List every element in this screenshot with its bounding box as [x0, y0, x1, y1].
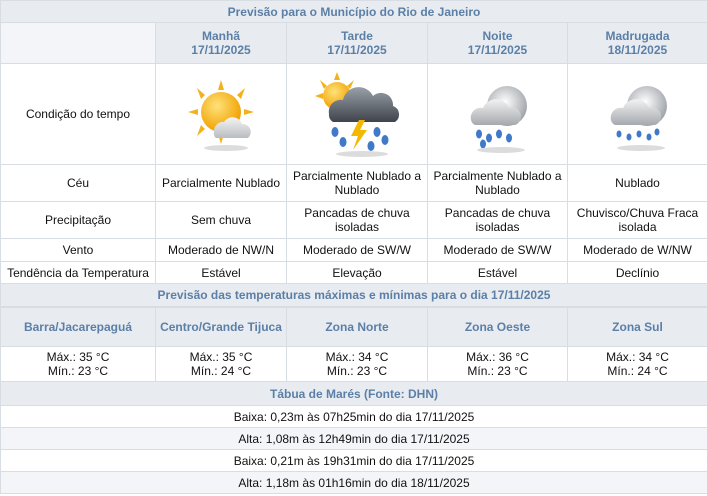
- temps-oeste: [428, 347, 568, 382]
- wind-dawn: Moderado de W/NW: [568, 239, 707, 262]
- zone-norte: Zona Norte: [287, 308, 428, 347]
- zone-sul: Zona Sul: [568, 308, 707, 347]
- temps-barra: [1, 347, 156, 382]
- tide-row: Alta: 1,08m às 12h49min do dia 17/11/2025: [1, 428, 707, 450]
- row-label-wind: Vento: [1, 239, 156, 262]
- temp-min: Mín.: 24 °C: [190, 364, 252, 378]
- zone-centro: Centro/Grande Tijuca: [156, 308, 287, 347]
- temps-centro: [156, 347, 287, 382]
- period-date: 17/11/2025: [467, 43, 528, 57]
- row-label-trend: Tendência da Temperatura: [1, 262, 156, 284]
- period-name: Manhã: [201, 29, 240, 43]
- tide-row: Baixa: 0,21m às 19h31min do dia 17/11/2025: [1, 450, 707, 472]
- period-header-dawn: [568, 23, 707, 64]
- tide-row: Baixa: 0,23m às 07h25min do dia 17/11/2025: [1, 406, 707, 428]
- period-header-afternoon: [287, 23, 428, 64]
- temps-table: [0, 307, 707, 494]
- wind-morning: Moderado de NW/N: [156, 239, 287, 262]
- condition-cell-dawn: [568, 64, 707, 165]
- period-header-morning: [156, 23, 287, 64]
- temp-max: Máx.: 35 °C: [46, 350, 110, 364]
- zone-oeste: Zona Oeste: [428, 308, 568, 347]
- period-date: 18/11/2025: [607, 43, 668, 57]
- row-label-condition: Condição do tempo: [1, 64, 156, 165]
- trend-morning: Estável: [156, 262, 287, 284]
- precip-morning: Sem chuva: [156, 202, 287, 239]
- temp-min: Mín.: 24 °C: [607, 364, 668, 378]
- temp-min: Mín.: 23 °C: [47, 364, 109, 378]
- period-name: Tarde: [341, 29, 373, 43]
- drizzle-cloud-moon-icon: [593, 74, 683, 154]
- row-label-precip: Precipitação: [1, 202, 156, 239]
- trend-night: Estável: [428, 262, 568, 284]
- partly-cloudy-sun-icon: [176, 74, 266, 154]
- corner-cell: [1, 23, 156, 64]
- tides-title: Tábua de Marés (Fonte: DHN): [1, 382, 707, 406]
- sky-afternoon: Parcialmente Nublado a Nublado: [287, 165, 428, 202]
- condition-cell-afternoon: [287, 64, 428, 165]
- precip-night: Pancadas de chuva isoladas: [428, 202, 568, 239]
- rain-cloud-moon-icon: [453, 74, 543, 154]
- temp-max: Máx.: 34 °C: [606, 350, 669, 364]
- forecast-title: Previsão para o Município do Rio de Janeiro: [1, 1, 707, 23]
- wind-night: Moderado de SW/W: [428, 239, 568, 262]
- sky-night: Parcialmente Nublado a Nublado: [428, 165, 568, 202]
- temp-max: Máx.: 36 °C: [466, 350, 529, 364]
- period-date: 17/11/2025: [327, 43, 387, 57]
- period-name: Madrugada: [605, 29, 670, 43]
- zone-barra: Barra/Jacarepaguá: [1, 308, 156, 347]
- temp-min: Mín.: 23 °C: [326, 364, 388, 378]
- tide-row: Alta: 1,18m às 01h16min do dia 18/11/2025: [1, 472, 707, 494]
- period-name: Noite: [482, 29, 513, 43]
- temp-max: Máx.: 35 °C: [189, 350, 253, 364]
- temp-max: Máx.: 34 °C: [325, 350, 389, 364]
- sky-morning: Parcialmente Nublado: [156, 165, 287, 202]
- row-label-sky: Céu: [1, 165, 156, 202]
- temp-min: Mín.: 23 °C: [467, 364, 528, 378]
- temps-title: Previsão das temperaturas máximas e mínimas para o dia 17/11/2025: [1, 284, 707, 307]
- precip-afternoon: Pancadas de chuva isoladas: [287, 202, 428, 239]
- period-date: 17/11/2025: [191, 43, 251, 57]
- thunderstorm-rain-sun-icon: [307, 70, 407, 158]
- wind-afternoon: Moderado de SW/W: [287, 239, 428, 262]
- period-header-night: [428, 23, 568, 64]
- precip-dawn: Chuvisco/Chuva Fraca isolada: [568, 202, 707, 239]
- trend-afternoon: Elevação: [287, 262, 428, 284]
- condition-cell-night: [428, 64, 568, 165]
- temps-sul: [568, 347, 707, 382]
- condition-cell-morning: [156, 64, 287, 165]
- sky-dawn: Nublado: [568, 165, 707, 202]
- trend-dawn: Declínio: [568, 262, 707, 284]
- temps-norte: [287, 347, 428, 382]
